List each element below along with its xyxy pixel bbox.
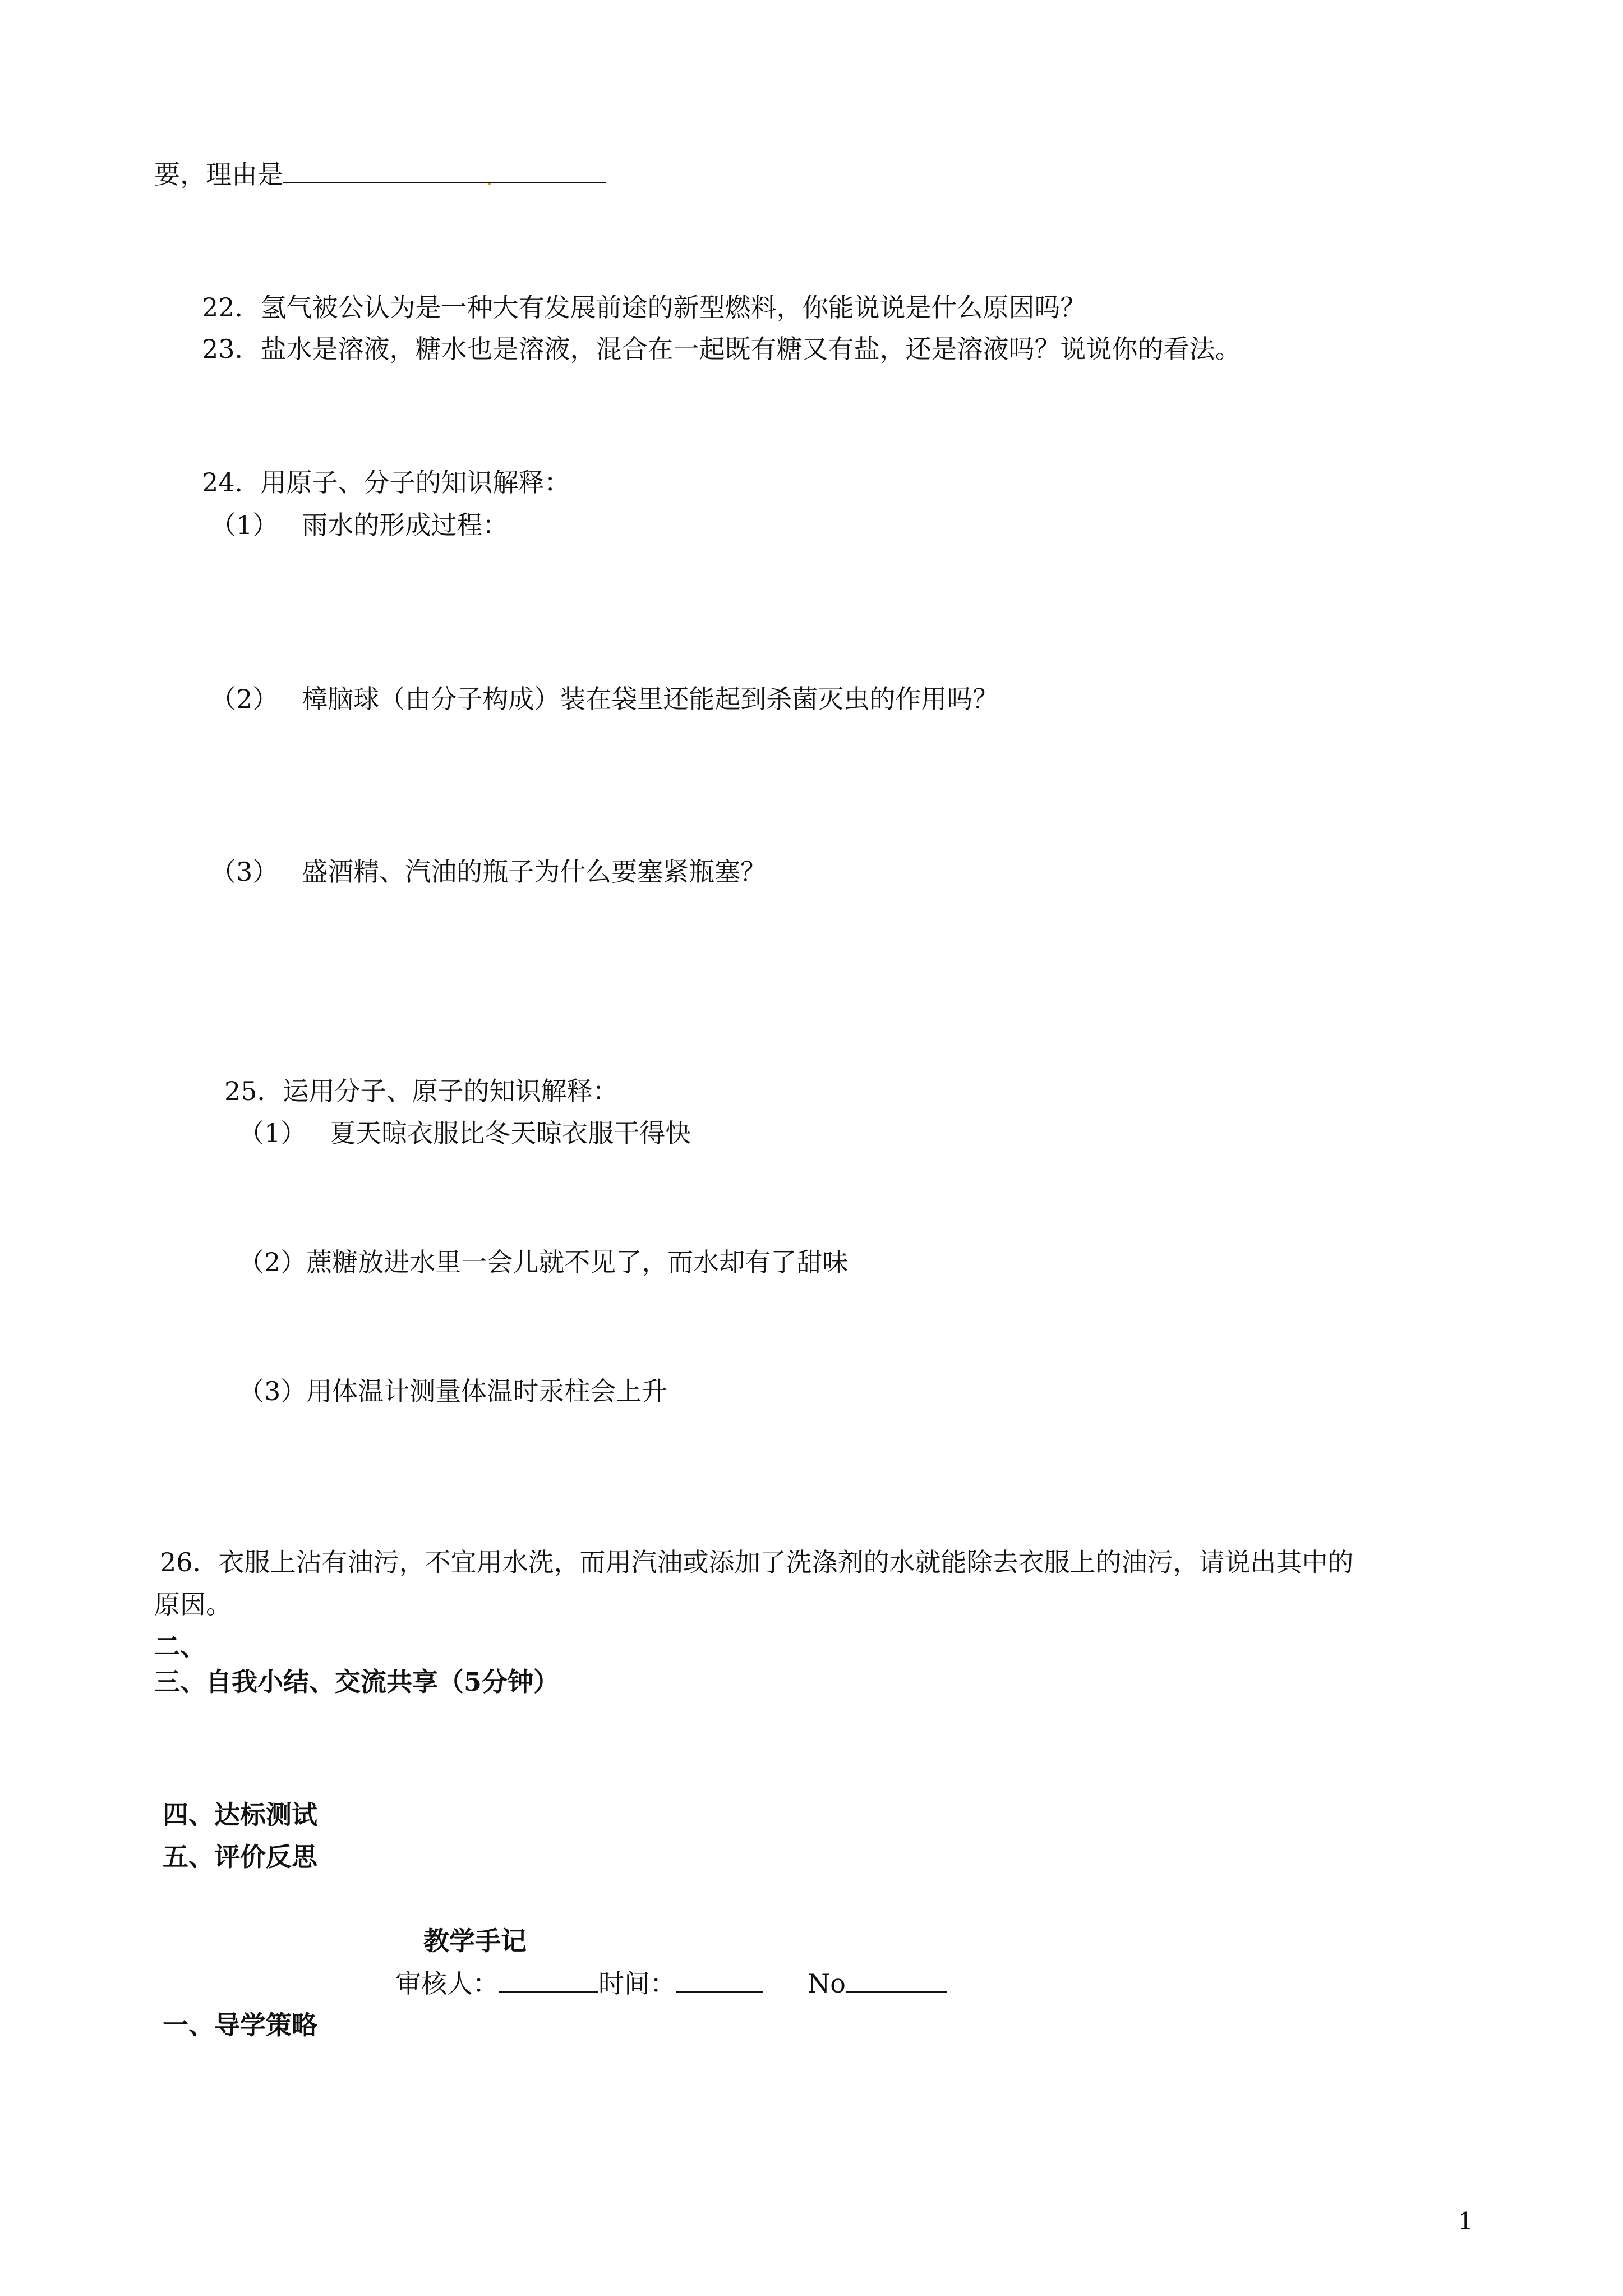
section-5-heading: 五、评价反思 — [163, 1842, 317, 1872]
question-25-title: 25．运用分子、原子的知识解释： — [224, 1076, 619, 1106]
question-26-line-1: 26．衣服上沾有油污，不宜用水洗，而用汽油或添加了洗涤剂的水就能除去衣服上的油污，请说出其中的 — [160, 1547, 1354, 1577]
item-number: （1） — [238, 1118, 307, 1148]
item-number: （3） — [238, 1376, 307, 1406]
question-25-item-3 — [238, 1374, 667, 1408]
section-3-heading: 三、自我小结、交流共享（5分钟） — [154, 1667, 560, 1697]
no-blank[interactable] — [846, 1966, 947, 1993]
item-text: 蔗糖放进水里一会儿就不见了，而水却有了甜味 — [306, 1247, 849, 1277]
item-text: 雨水的形成过程： — [302, 510, 509, 540]
question-25-item-1 — [238, 1116, 691, 1150]
section-2-heading: 二、 — [154, 1631, 206, 1662]
item-number: （2） — [210, 684, 279, 714]
stray-mark — [488, 183, 491, 185]
page-number: 1 — [1458, 2207, 1473, 2235]
item-text: 盛酒精、汽油的瓶子为什么要塞紧瓶塞？ — [302, 857, 767, 887]
reason-label: 要，理由是 — [154, 159, 283, 190]
item-text: 夏天晾衣服比冬天晾衣服干得快 — [330, 1118, 691, 1148]
question-24-item-2 — [210, 682, 998, 716]
reason-line — [154, 157, 606, 191]
time-label: 时间： — [598, 1968, 676, 1999]
section-1-heading: 一、导学策略 — [163, 2010, 317, 2040]
item-number: （1） — [210, 510, 279, 540]
reviewer-blank[interactable] — [499, 1966, 598, 1993]
question-23: 23．盐水是溶液，糖水也是溶液，混合在一起既有糖又有盐，还是溶液吗？说说你的看法。 — [202, 334, 1241, 364]
no-label: No — [808, 1968, 846, 1999]
time-blank[interactable] — [676, 1966, 763, 1993]
item-text: 用体温计测量体温时汞柱会上升 — [306, 1376, 668, 1406]
reviewer-label: 审核人： — [395, 1968, 499, 1999]
question-24-item-3 — [210, 855, 766, 889]
reason-answer-blank[interactable] — [283, 157, 606, 183]
question-24-item-1 — [210, 508, 508, 542]
item-text: 樟脑球（由分子构成）装在袋里还能起到杀菌灭虫的作用吗？ — [302, 684, 999, 714]
question-25-item-2 — [238, 1245, 848, 1279]
review-line — [395, 1966, 947, 2000]
section-4-heading: 四、达标测试 — [163, 1800, 317, 1830]
item-number: （2） — [238, 1247, 307, 1277]
question-22: 22．氢气被公认为是一种大有发展前途的新型燃料，你能说说是什么原因吗？ — [202, 292, 1086, 323]
item-number: （3） — [210, 857, 279, 887]
notes-title: 教学手记 — [423, 1926, 527, 1956]
question-26-line-2: 原因。 — [154, 1589, 232, 1619]
question-24-title: 24．用原子、分子的知识解释： — [202, 467, 570, 498]
